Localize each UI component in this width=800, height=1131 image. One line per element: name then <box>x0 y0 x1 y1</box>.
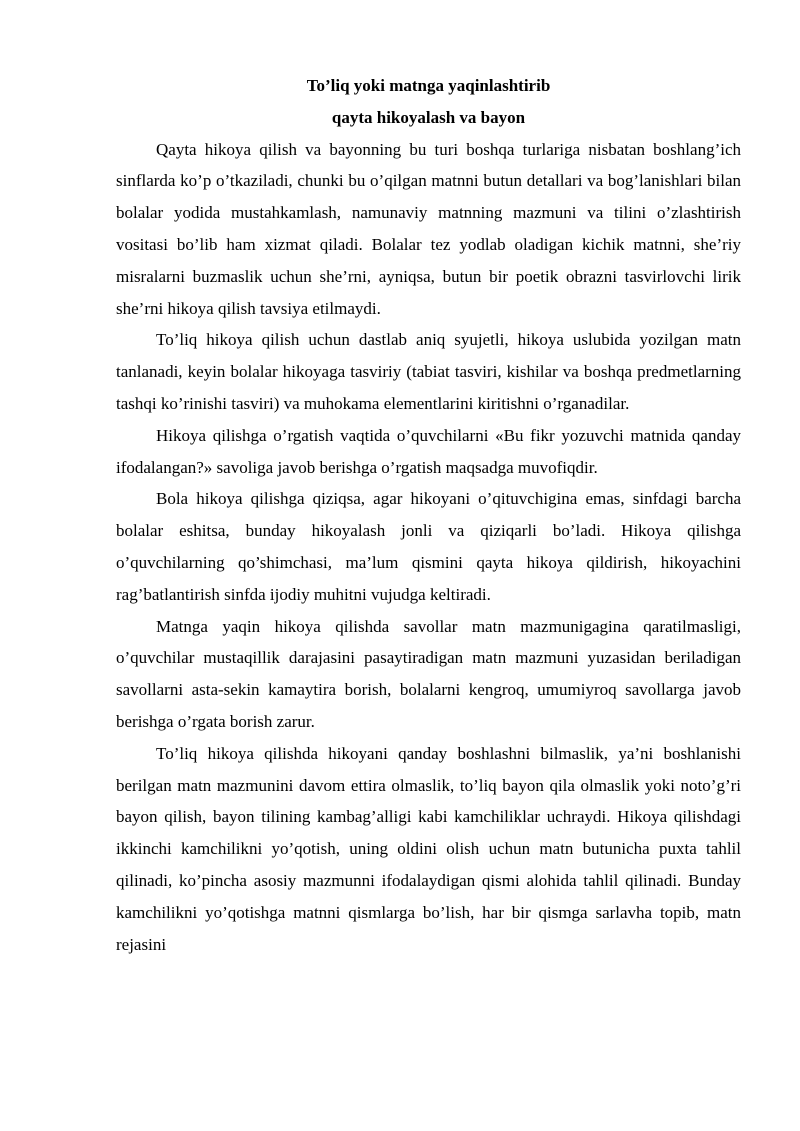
document-title-line-1: To’liq yoki matnga yaqinlashtirib <box>306 76 551 95</box>
document-page <box>116 70 741 960</box>
document-title-line-2: qayta hikoyalash va bayon <box>331 107 526 127</box>
paragraph: To’liq hikoya qilish uchun dastlab aniq syujetli, hikoya uslubida yozilgan matn tanlanadi, keyin bolalar hikoyaga tasviriy (tabiat tasviri, kishilar va boshqa predmetlarning tashqi ko’rinishi tasviri) va muhokama elementlarini kiritishni o’rganadilar. <box>116 330 741 413</box>
paragraph: Bola hikoya qilishga qiziqsa, agar hikoyani o’qituvchigina emas, sinfdagi barcha bolalar eshitsa, bunday hikoyalash jonli va qiziqarli bo’ladi. Hikoya qilishga o’quvchilarning qo’shimchasi, ma’lum qismini qayta hikoya qildirish, hikoyachini rag’batlantirish sinfda ijodiy muhitni vujudga keltiradi. <box>116 489 741 604</box>
paragraph: Hikoya qilishga o’rgatish vaqtida o’quvchilarni «Bu fikr yozuvchi matnida qanday ifodalangan?» savoliga javob berishga o’rgatish maqsadga muvofiqdir. <box>116 425 741 477</box>
paragraph: To’liq hikoya qilishda hikoyani qanday boshlashni bilmaslik, ya’ni boshlanishi berilgan matn mazmunini davom ettira olmaslik, to’liq bayon qila olmaslik yoki noto’g’ri bayon qilish, bayon tilining kambag’alligi kabi kamchiliklar uchraydi. Hikoya qilishdagi ikkinchi kamchilikni yo’qotish, uning oldini olish uchun matn butunicha puxta tahlil qilinadi, ko’pincha asosiy mazmunni ifodalaydigan qismi alohida tahlil qilinadi. Bunday kamchilikni yo’qotishga matnni qismlarga bo’lish, har bir qismga sarlavha topib, matn rejasini <box>116 743 741 954</box>
paragraph: Qayta hikoya qilish va bayonning bu turi boshqa turlariga nisbatan boshlang’ich sinflarda ko’p o’tkaziladi, chunki bu o’qilgan matnni butun detallari va bog’lanishlari bilan bolalar yodida mustahkamlash, namunaviy matnning mazmuni va tilini o’zlashtirish vositasi bo’lib ham xizmat qiladi. Bolalar tez yodlab oladigan kichik matnni, she’riy misralarni buzmaslik uchun she’rni, ayniqsa, butun bir poetik obrazni tasvirlovchi lirik she’rni hikoya qilish tavsiya etilmaydi. <box>116 139 741 318</box>
paragraph: Matnga yaqin hikoya qilishda savollar matn mazmunigagina qaratilmasligi, o’quvchilar mustaqillik darajasini pasaytiradigan matn mazmuni yuzasidan beriladigan savollarni asta-sekin kamaytira borish, bolalarni kengroq, umumiyroq savollarga javob berishga o’rgata borish zarur. <box>116 616 741 731</box>
